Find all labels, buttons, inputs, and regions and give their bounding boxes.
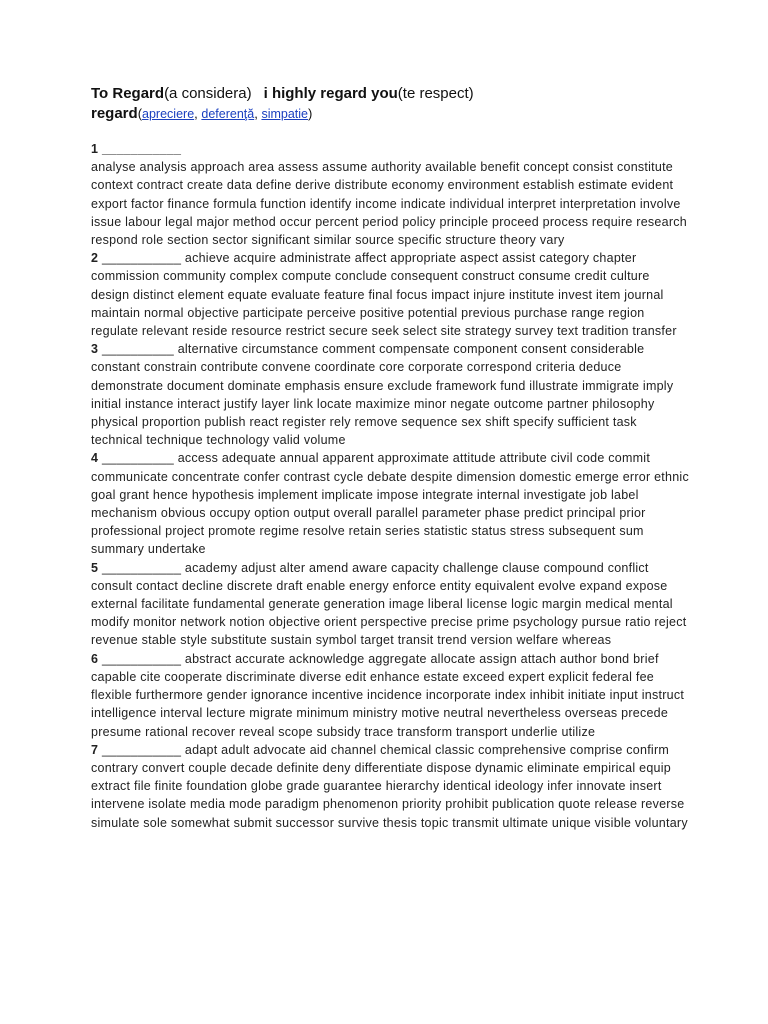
section-words: academy adjust alter amend aware capacity challenge clause compound conflict consult contact decline discrete draft enable energy enforce entity equivalent evolve expand expose external facilitate fundamental generate generation image liberal license logic margin medical mental modify monitor network notion objective orient perspective precise prime psychology pursue ratio reject revenue stable style substitute sustain symbol target transit trend version welfare whereas <box>91 560 687 648</box>
section-blank: __________ <box>101 342 174 357</box>
section-number: 5 <box>91 560 99 575</box>
separator: , <box>194 106 202 121</box>
header-line-1 <box>91 84 691 104</box>
section-number: 6 <box>91 651 99 666</box>
word-list-section <box>91 449 691 558</box>
term-to-regard: To Regard <box>91 85 165 102</box>
example-phrase: i highly regard you <box>263 85 398 102</box>
section-blank: ___________ <box>101 742 182 757</box>
section-blank: __________ <box>101 451 174 466</box>
word-list-section <box>91 249 691 340</box>
document-page <box>91 84 691 832</box>
term-translation: (a considera) <box>164 85 252 102</box>
section-blank: ___________ <box>101 651 182 666</box>
section-number: 3 <box>91 342 99 357</box>
section-words: abstract accurate acknowledge aggregate allocate assign attach author bond brief capable cite cooperate discriminate diverse edit enhance estate exceed expert explicit federal fee flexible furthermore gender ignorance incentive incidence incorporate index inhibit initiate input instruct intelligence interval lecture migrate minimum ministry motive neutral nevertheless overseas precede presume rational recover reveal scope subsidy trace transform transport underlie utilize <box>91 651 685 739</box>
phrase-translation: (te respect) <box>397 85 474 102</box>
word-list-section <box>91 140 691 249</box>
header-line-2 <box>91 104 691 124</box>
word-list-section <box>91 559 691 650</box>
link-apreciere[interactable]: apreciere <box>142 107 195 121</box>
word-list-section <box>91 650 691 741</box>
section-number: 7 <box>91 742 99 757</box>
word-list-sections <box>91 140 691 832</box>
link-simpatie[interactable]: simpatie <box>261 107 308 121</box>
section-blank: ___________ <box>101 251 182 266</box>
section-number: 1 <box>91 142 99 156</box>
word-list-section <box>91 741 691 832</box>
section-words: adapt adult advocate aid channel chemical classic comprehensive comprise confirm contrary convert couple decade definite deny differentiate dispose dynamic eliminate empirical equip extract file finite foundation globe grade guarantee hierarchy identical ideology infer innovate insert intervene isolate media mode paradigm phenomenon priority prohibit publication quote release reverse simulate sole somewhat submit successor survive thesis topic transmit ultimate unique visible voluntary <box>91 742 688 830</box>
section-number: 2 <box>91 251 99 266</box>
section-number: 4 <box>91 451 99 466</box>
paren-close: ) <box>308 106 313 121</box>
section-blank: ___________ <box>101 142 182 156</box>
section-words: alternative circumstance comment compensate component consent considerable constant constrain contribute convene coordinate core corporate correspond criteria deduce demonstrate document dominate emphasis ensure exclude framework fund illustrate immigrate imply initial instance interact justify layer link locate maximize minor negate outcome partner philosophy physical proportion publish react register rely remove sequence sex shift specify sufficient task technical technique technology valid volume <box>91 342 674 448</box>
section-words: analyse analysis approach area assess assume authority available benefit concept consist constitute context contract create data define derive distribute economy environment establish estimate evident export factor finance formula function identify income indicate individual interpret interpretation involve issue labour legal major method occur percent period policy principle proceed process require research respond role section sector significant similar source specific structure theory vary <box>91 160 687 248</box>
section-words: access adequate annual apparent approximate attitude attribute civil code commit communicate concentrate confer contrast cycle debate despite dimension domestic emerge error ethnic goal grant hence hypothesis implement implicate impose integrate internal investigate job label mechanism obvious occupy option output overall parallel parameter phase predict principal prior professional project promote regime resolve retain series statistic status stress subsequent sum summary undertake <box>91 451 689 557</box>
term-regard: regard <box>91 105 138 122</box>
header <box>91 84 691 124</box>
link-deferenta[interactable]: deferenţă <box>201 107 255 121</box>
section-blank: ___________ <box>101 560 182 575</box>
word-list-section <box>91 340 691 449</box>
section-words: achieve acquire administrate affect appropriate aspect assist category chapter commission community complex compute conclude consequent construct consume credit culture design distinct element equate evaluate feature final focus impact injure institute invest item journal maintain normal objective participate perceive positive potential previous purchase range region regulate relevant reside resource restrict secure seek select site strategy survey text tradition transfer <box>91 251 677 339</box>
separator: , <box>254 106 262 121</box>
paren-open: ( <box>137 106 143 121</box>
